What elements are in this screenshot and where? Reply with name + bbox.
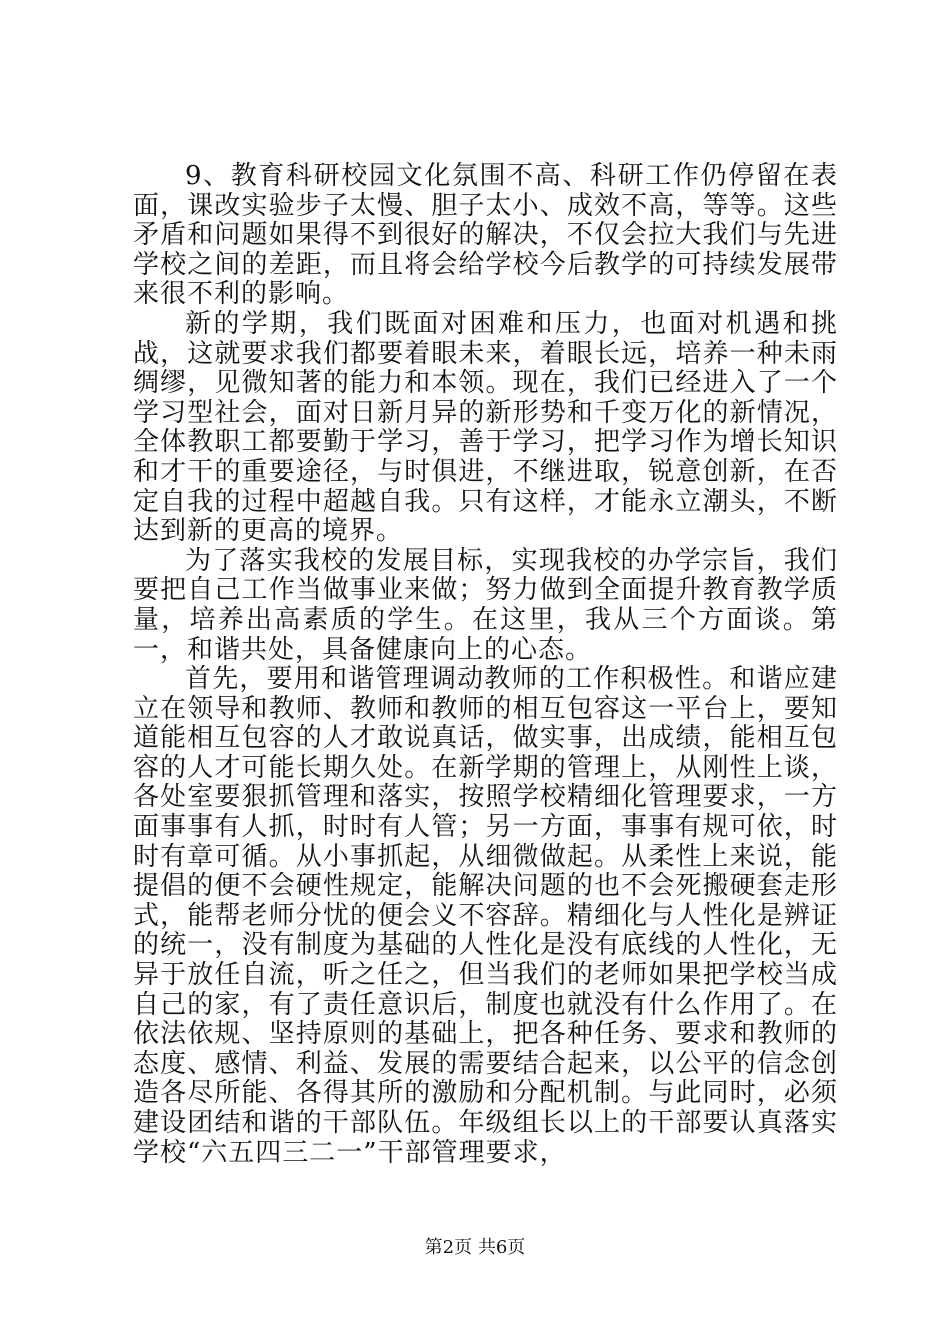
paragraph-2: 新的学期，我们既面对困难和压力，也面对机遇和挑战，这就要求我们都要着眼未来，着眼长远，培养一种未雨绸缪，见微知著的能力和本领。现在，我们已经进入了一个学习型社会，面对日新月异的新形势和千变万化的新情况，全体教职工都要勤于学习，善于学习，把学习作为增长知识和才干的重要途径，与时俱进，不继进取，锐意创新，在否定自我的过程中超越自我。只有这样，才能永立潮头，不断达到新的更高的境界。 [133, 308, 838, 547]
document-body [133, 162, 838, 1168]
page-number-footer: 第2页 共6页 [424, 1237, 526, 1258]
paragraph-4: 首先，要用和谐管理调动教师的工作积极性。和谐应建立在领导和教师、教师和教师的相互包容这一平台上，要知道能相互包容的人才敢说真话，做实事，出成绩，能相互包容的人才可能长期久处。在新学期的管理上，从刚性上谈，各处室要狠抓管理和落实，按照学校精细化管理要求，一方面事事有人抓，时时有人管；另一方面，事事有规可依，时时有章可循。从小事抓起，从细微做起。从柔性上来说，能提倡的便不会硬性规定，能解决问题的也不会死搬硬套走形式，能帮老师分忧的便会义不容辞。精细化与人性化是辨证的统一，没有制度为基础的人性化是没有底线的人性化，无异于放任自流，听之任之，但当我们的老师如果把学校当成自己的家，有了责任意识后，制度也就没有什么作用了。在依法依规、坚持原则的基础上，把各种任务、要求和教师的态度、感情、利益、发展的需要结合起来，以公平的信念创造各尽所能、各得其所的激励和分配机制。与此同时，必须建设团结和谐的干部队伍。年级组长以上的干部要认真落实学校“六五四三二一”干部管理要求， [133, 664, 838, 1168]
paragraph-3: 为了落实我校的发展目标，实现我校的办学宗旨，我们要把自己工作当做事业来做；努力做到全面提升教育教学质量，培养出高素质的学生。在这里，我从三个方面谈。第一，和谐共处，具备健康向上的心态。 [133, 545, 838, 665]
paragraph-1: 9、教育科研校园文化氛围不高、科研工作仍停留在表面，课改实验步子太慢、胆子太小、成效不高，等等。这些矛盾和问题如果得不到很好的解决，不仅会拉大我们与先进学校之间的差距，而且将会给学校今后教学的可持续发展带来很不利的影响。 [133, 161, 838, 310]
